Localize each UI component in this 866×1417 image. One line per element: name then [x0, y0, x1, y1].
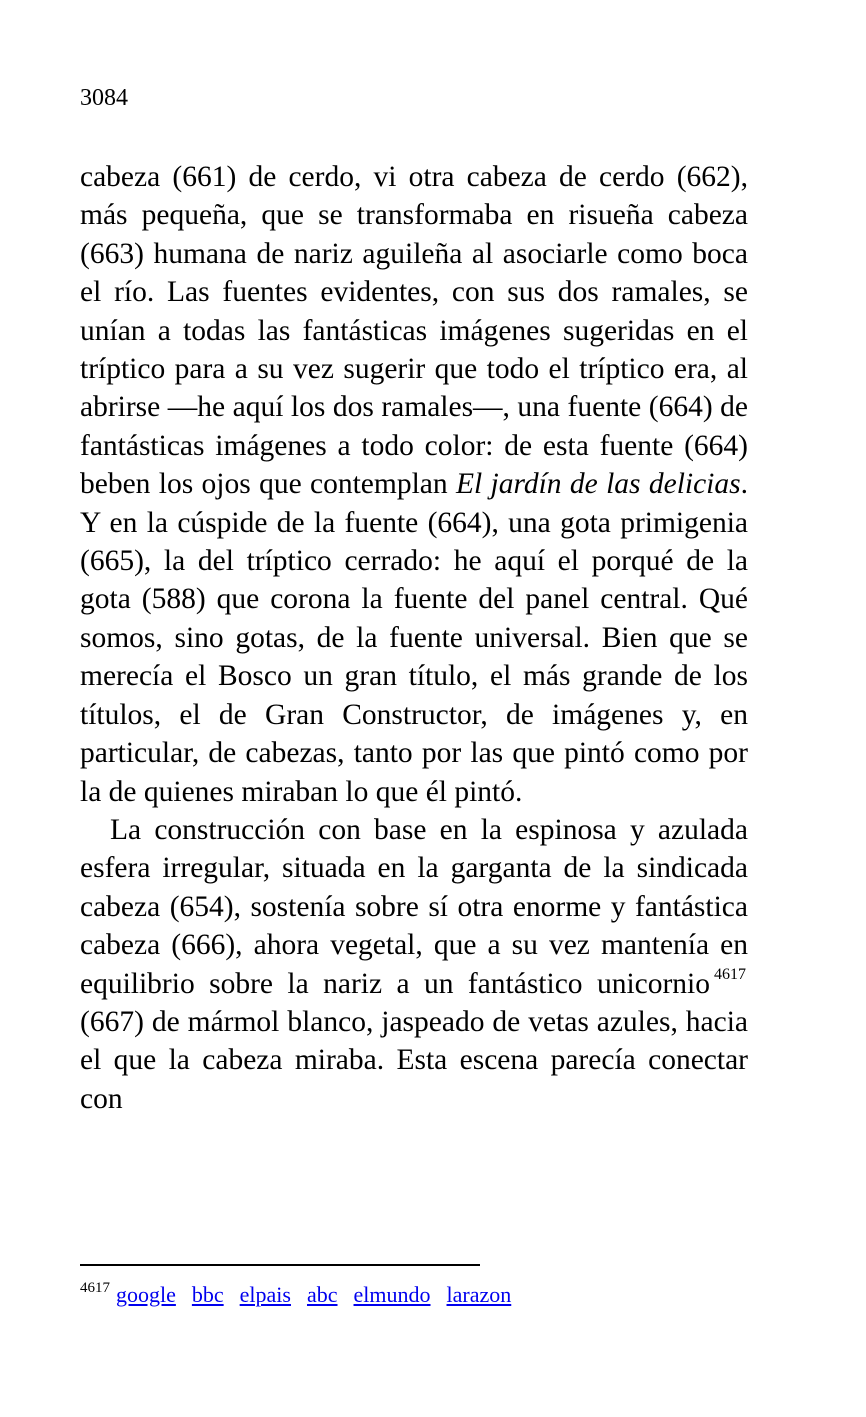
footnote-divider — [80, 1264, 480, 1266]
paragraph-1-text-a: cabeza (661) de cerdo, vi otra cabeza de cerdo (662), más pequeña, que se transformaba en risueña cabeza (663) humana de nariz aguileña al asociarle como boca el río. Las fuentes evidentes, con sus dos ramales, se unían a todas las fantásticas imágenes sugeridas en el tríptico para a su vez sugerir que todo el tríptico era, al abrirse —he aquí los dos ramales—, una fuente (664) de fantásticas imágenes a todo color: de esta fuente (664) beben los ojos que contemplan — [80, 161, 748, 501]
paragraph-2-text-b: (667) de mármol blanco, jaspeado de vetas azules, hacia el que la cabeza miraba. Esta escena parecía conectar con — [80, 1005, 748, 1115]
footnote-link-larazon[interactable]: larazon — [446, 1282, 512, 1307]
book-title-italic: El jardín de las delicias — [455, 468, 741, 501]
footnote-link-bbc[interactable]: bbc — [191, 1282, 224, 1307]
footnote-link-elmundo[interactable]: elmundo — [353, 1282, 431, 1307]
page-number: 3084 — [80, 85, 128, 111]
paragraph-2 — [80, 811, 748, 1118]
paragraph-1 — [80, 158, 748, 811]
footnote-reference[interactable]: 4617 — [714, 965, 746, 983]
footnote-link-abc[interactable]: abc — [306, 1282, 338, 1307]
body-text — [80, 158, 748, 1118]
paragraph-2-text-a: La construcción con base en la espinosa y azulada esfera irregular, situada en la garganta de la sindicada cabeza (654), sostenía sobre sí otra enorme y fantástica cabeza (666), ahora vegetal, que a su vez mantenía en equilibrio sobre la nariz a un fantástico unicornio — [80, 813, 748, 1000]
footnote — [80, 1280, 527, 1310]
footnote-link-elpais[interactable]: elpais — [239, 1282, 291, 1307]
footnote-link-google[interactable]: google — [116, 1282, 176, 1307]
paragraph-1-text-b: . Y en la cúspide de la fuente (664), una gota primigenia (665), la del tríptico cerrado: he aquí el porqué de la gota (588) que corona la fuente del panel central. Qué somos, sino gotas, de la fuente universal. Bien que se merecía el Bosco un gran título, el más grande de los títulos, el de Gran Constructor, de imágenes y, en particular, de cabezas, tanto por las que pintó como por la de quienes miraban lo que él pintó. — [80, 468, 748, 808]
footnote-number: 4617 — [80, 1280, 110, 1296]
